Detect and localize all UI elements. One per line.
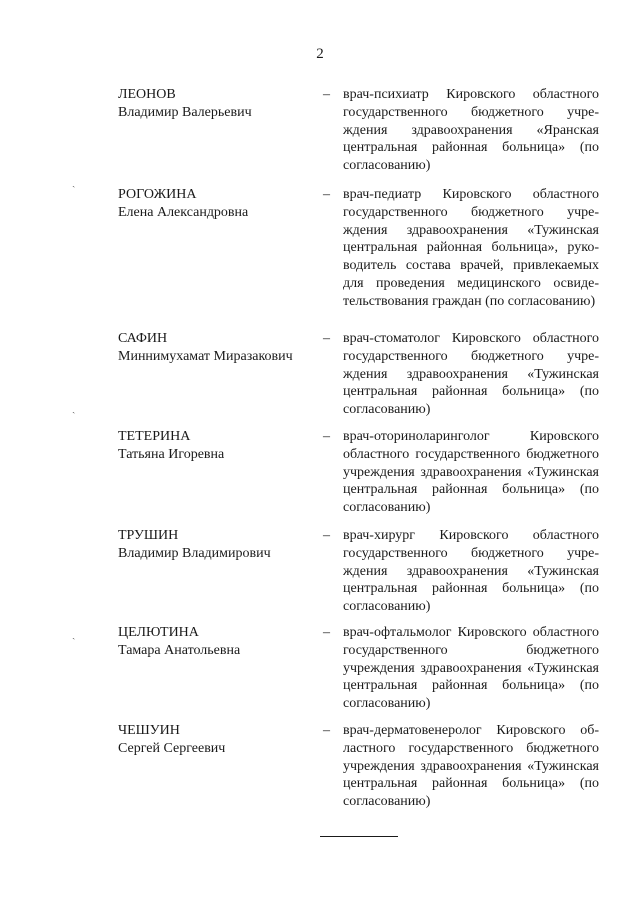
member-role: врач-оториноларинголог Кировского областного государственного бюджетного учреждения здравоохранения «Тужинская центральная районная больница» (по согласованию): [343, 429, 599, 516]
member-surname: ЦЕЛЮТИНА: [118, 625, 199, 640]
separator-dash: –: [323, 187, 330, 202]
separator-dash: –: [323, 331, 330, 346]
separator-dash: –: [323, 625, 330, 640]
member-given-names: Татьяна Игоревна: [118, 446, 225, 462]
member-name: [118, 186, 318, 222]
member-name: [118, 527, 318, 563]
member-surname: САФИН: [118, 331, 168, 346]
member-given-names: Владимир Владимирович: [118, 545, 271, 561]
member-role: врач-психиатр Кировского областного государственного бюджетного учреждения здравоохранения «Яранская центральная районная больница» (по согласованию): [343, 87, 599, 174]
member-surname: ТЕТЕРИНА: [118, 429, 191, 444]
separator-dash: –: [323, 528, 330, 543]
separator-dash: –: [323, 723, 330, 738]
member-given-names: Елена Александровна: [118, 204, 249, 220]
separator-dash: –: [323, 87, 330, 102]
member-role: врач-стоматолог Кировского областного государственного бюджетного учреждения здравоохранения «Тужинская центральная районная больница» (по согласованию): [343, 331, 599, 418]
commission-member-entry: [118, 527, 604, 617]
margin-tick-mark: ˏ: [72, 403, 76, 414]
member-name: [118, 624, 318, 660]
margin-tick-mark: ˏ: [72, 177, 76, 188]
member-name: [118, 330, 318, 366]
commission-member-entry: [118, 186, 604, 309]
member-surname: ТРУШИН: [118, 528, 179, 543]
end-of-list-rule: [320, 836, 398, 837]
member-role: врач-педиатр Кировского областного государственного бюджетного учреждения здравоохранения «Тужинская центральная районная больница», руководитель состава врачей, привлекаемых для проведения медицинского освидетельствования граждан (по согласованию): [343, 187, 599, 309]
margin-tick-mark: ˏ: [72, 629, 76, 640]
member-given-names: Владимир Валерьевич: [118, 104, 252, 120]
member-surname: ЧЕШУИН: [118, 723, 180, 738]
member-surname: ЛЕОНОВ: [118, 87, 176, 102]
page-number: 2: [316, 46, 324, 62]
commission-member-entry: [118, 330, 604, 420]
member-role: врач-дерматовенеролог Кировского областного государственного бюджетного учреждения здравоохранения «Тужинская центральная районная больница» (по согласованию): [343, 723, 599, 810]
separator-dash: –: [323, 429, 330, 444]
member-given-names: Сергей Сергеевич: [118, 740, 226, 756]
commission-member-entry: [118, 722, 604, 812]
member-role: врач-хирург Кировского областного государственного бюджетного учреждения здравоохранения «Тужинская центральная районная больница» (по согласованию): [343, 528, 599, 615]
member-given-names: Тамара Анатольевна: [118, 642, 241, 658]
commission-member-entry: [118, 86, 604, 176]
member-role: врач-офтальмолог Кировского областного государственного бюджетного учреждения здравоохранения «Тужинская центральная районная больница» (по согласованию): [343, 625, 599, 712]
commission-member-entry: [118, 428, 604, 518]
member-name: [118, 722, 318, 758]
member-surname: РОГОЖИНА: [118, 187, 197, 202]
member-name: [118, 428, 318, 464]
commission-member-entry: [118, 624, 604, 714]
member-name: [118, 86, 318, 122]
member-given-names: Миннимухамат Миразакович: [118, 348, 293, 364]
